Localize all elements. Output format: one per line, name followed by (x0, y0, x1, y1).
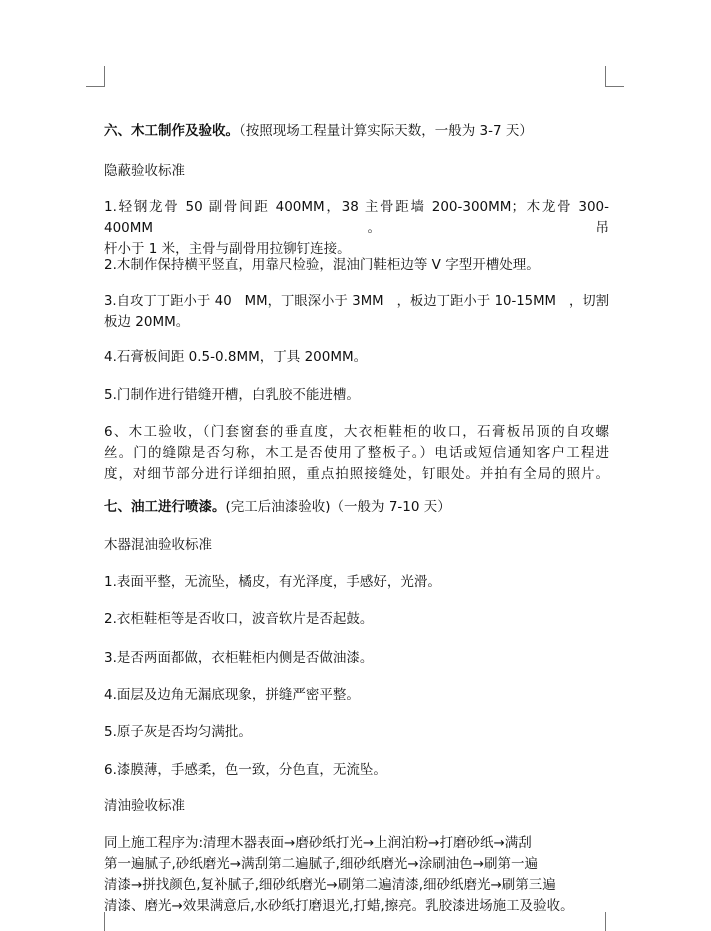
section7-title: 七、油工进行喷漆。 (104, 499, 226, 515)
section7-item5: 5.原子灰是否均匀满批。 (104, 724, 252, 740)
section7-procedure (104, 833, 609, 917)
section6-item3-line1: 3.自攻丁丁距小于 40 MM，丁眼深小于 3MM ，板边丁距小于 10-15MM ，切割 (104, 294, 609, 309)
section6-item3 (104, 291, 609, 333)
section7-heading (104, 497, 609, 518)
section7-procedure-line3: 清漆→拼找颜色,复补腻子,细砂纸磨光→刷第二遍清漆,细砂纸磨光→刷第三遍 (104, 877, 556, 893)
section7-item6: 6.漆膜薄，手感柔，色一致，分色直，无流坠。 (104, 762, 387, 778)
section7-item4: 4.面层及边角无漏底现象，拼缝严密平整。 (104, 687, 360, 703)
section7-procedure-line1: 同上施工程序为:清理木器表面→磨砂纸打光→上润泊粉→打磨砂纸→满刮 (104, 835, 532, 851)
section6-item6-line1: 6、木工验收，（门套窗套的垂直度，大衣柜鞋柜的收口，石膏板吊顶的自攻螺 (104, 424, 609, 440)
section7-procedure-line2: 第一遍腻子,砂纸磨光→满刮第二遍腻子,细砂纸磨光→涂刷油色→刷第一遍 (104, 856, 539, 872)
section7-item2: 2.衣柜鞋柜等是否收口，波音软片是否起鼓。 (104, 611, 374, 627)
section6-item2: 2.木制作保持横平竖直，用靠尺检验，混油门鞋柜边等 V 字型开槽处理。 (104, 257, 540, 273)
section6-item1-line2: 杆小于 1 米，主骨与副骨用拉铆钉连接。 (104, 241, 351, 257)
section6-item4: 4.石膏板间距 0.5-0.8MM，丁具 200MM。 (104, 349, 368, 365)
section6-item3-line2: 板边 20MM。 (104, 314, 190, 330)
section6-item6-line2: 丝。门的缝隙是否匀称，木工是否使用了整板子。）电话或短信通知客户工程进 (104, 445, 609, 461)
section7-wood-mixed-label: 木器混油验收标准 (104, 537, 212, 553)
section7-note: (完工后油漆验收)（一般为 7-10 天） (225, 499, 451, 515)
section6-item6-line3: 度，对细节部分进行详细拍照，重点拍照接缝处，钉眼处。并拍有全局的照片。 (104, 466, 609, 482)
section7-clear-oil-label: 清油验收标准 (104, 798, 185, 814)
section6-heading (104, 121, 609, 142)
section6-item1-line1: 1.轻钢龙骨 50 副骨间距 400MM，38 主骨距墙 200-300MM；木龙骨 300-400MM。吊 (104, 199, 609, 236)
section7-item1: 1.表面平整，无流坠，橘皮，有光泽度，手感好，光滑。 (104, 574, 441, 590)
section6-item6 (104, 422, 609, 485)
section7-procedure-line4: 清漆、磨光→效果满意后,水砂纸打磨退光,打蜡,擦亮。乳胶漆进场施工及验收。 (104, 898, 574, 914)
section6-item1 (104, 197, 609, 260)
section6-note: （按照现场工程量计算实际天数，一般为 3-7 天） (239, 123, 533, 139)
section6-item5: 5.门制作进行错缝开槽，白乳胶不能进槽。 (104, 387, 360, 403)
section6-title: 六、木工制作及验收。 (104, 123, 239, 139)
section6-hidden-acceptance-label: 隐蔽验收标准 (104, 163, 185, 179)
section7-item3: 3.是否两面都做，衣柜鞋柜内侧是否做油漆。 (104, 650, 374, 666)
